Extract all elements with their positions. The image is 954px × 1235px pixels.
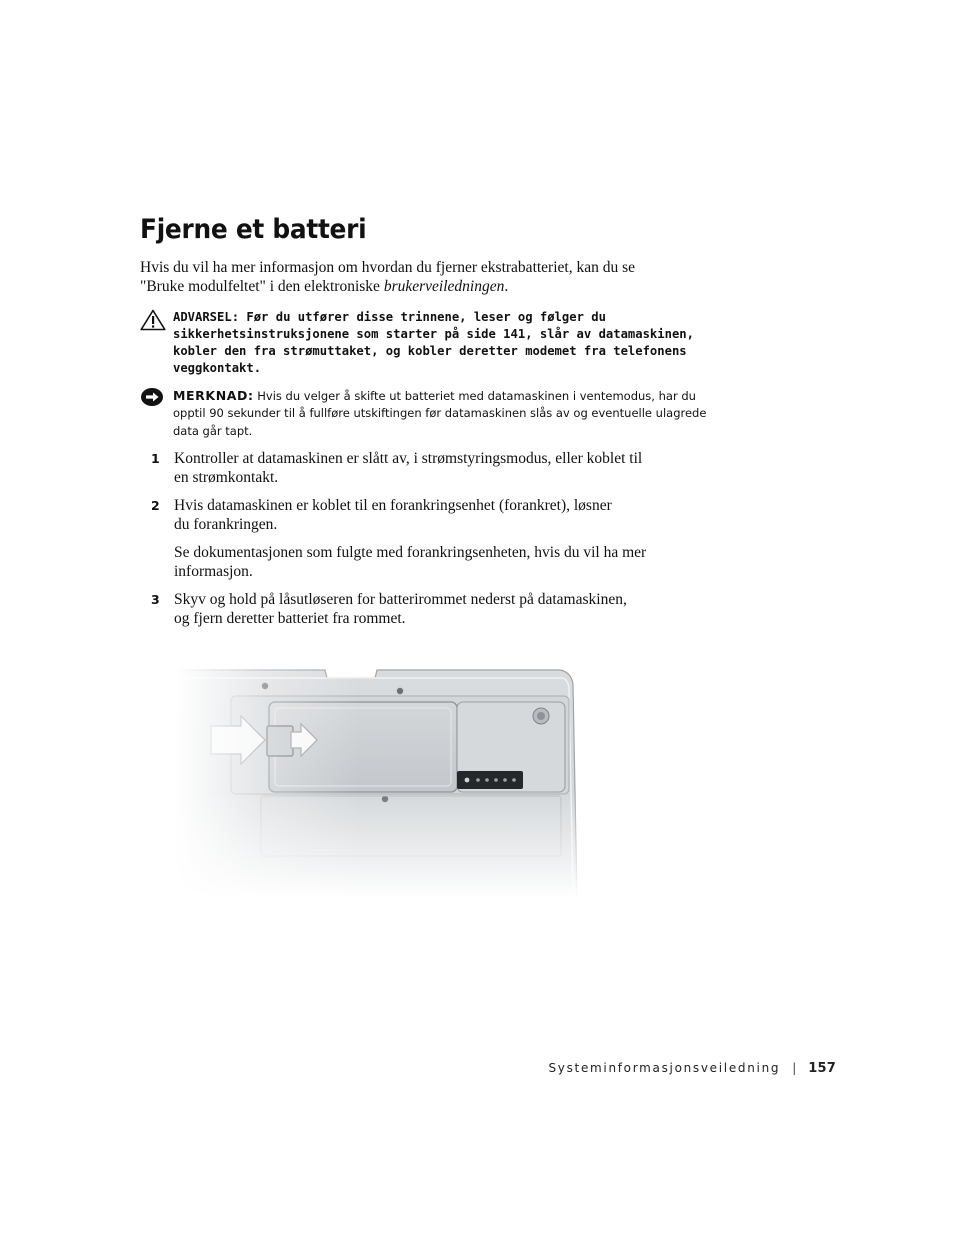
intro-line-2-prefix: "Bruke modulfeltet" i den elektroniske [140, 278, 384, 295]
intro-line-1: Hvis du vil ha mer informasjon om hvordan du fjerner ekstrabatteriet, kan du se [140, 259, 636, 276]
step-text: Hvis datamaskinen er koblet til en forankringsenhet (forankret), løsner du forankringen. [174, 497, 612, 533]
intro-manual-name: brukerveiledningen [383, 278, 505, 295]
step-number: 1 [151, 451, 160, 466]
note-label: MERKNAD: [173, 388, 254, 403]
note-line-3: data går tapt. [173, 423, 253, 438]
warning-line-4: veggkontakt. [173, 361, 262, 375]
step-text: Kontroller at datamaskinen er slått av, i strømstyringsmodus, eller koblet til en strømkontakt. [174, 450, 643, 486]
step-number: 3 [151, 592, 160, 607]
page-title: Fjerne et batteri [140, 214, 367, 245]
page-number: 157 [808, 1061, 836, 1076]
note-notice [140, 387, 720, 443]
step-text: Skyv og hold på låsutløseren for batterirommet nederst på datamaskinen, og fjern deretter batteriet fra rommet. [174, 591, 627, 627]
intro-paragraph [140, 258, 700, 296]
battery-removal-illustration [175, 658, 585, 898]
warning-text [173, 309, 718, 377]
intro-line-2-suffix: . [504, 278, 509, 295]
warning-triangle-icon [140, 309, 166, 336]
footer-separator: | [792, 1061, 797, 1075]
warning-notice [140, 309, 720, 379]
warning-line-3: kobler den fra strømuttaket, og kobler deretter modemet fra telefonens [173, 344, 687, 358]
note-line-1: MERKNAD: Hvis du velger å skifte ut batteriet med datamaskinen i ventemodus, har du [173, 388, 696, 403]
note-text [173, 387, 718, 440]
notice-arrow-icon [140, 387, 164, 412]
warning-label: ADVARSEL: [173, 310, 240, 324]
footer-doc-title: Systeminformasjonsveiledning [548, 1061, 781, 1075]
note-line-2: opptil 90 sekunder til å fullføre utskiftingen før datamaskinen slås av og eventuelle ulagrede [173, 406, 707, 421]
warning-line-1: ADVARSEL: Før du utfører disse trinnene, leser og følger du [173, 310, 606, 324]
warning-line-2: sikkerhetsinstruksjonene som starter på side 141, slår av datamaskinen, [173, 327, 694, 341]
intro-line-2 [140, 277, 700, 296]
step-2-extra-paragraph: Se dokumentasjonen som fulgte med forankringsenheten, hvis du vil ha mer informasjon. [174, 544, 647, 580]
page-footer [548, 1061, 836, 1076]
step-number: 2 [151, 498, 160, 513]
